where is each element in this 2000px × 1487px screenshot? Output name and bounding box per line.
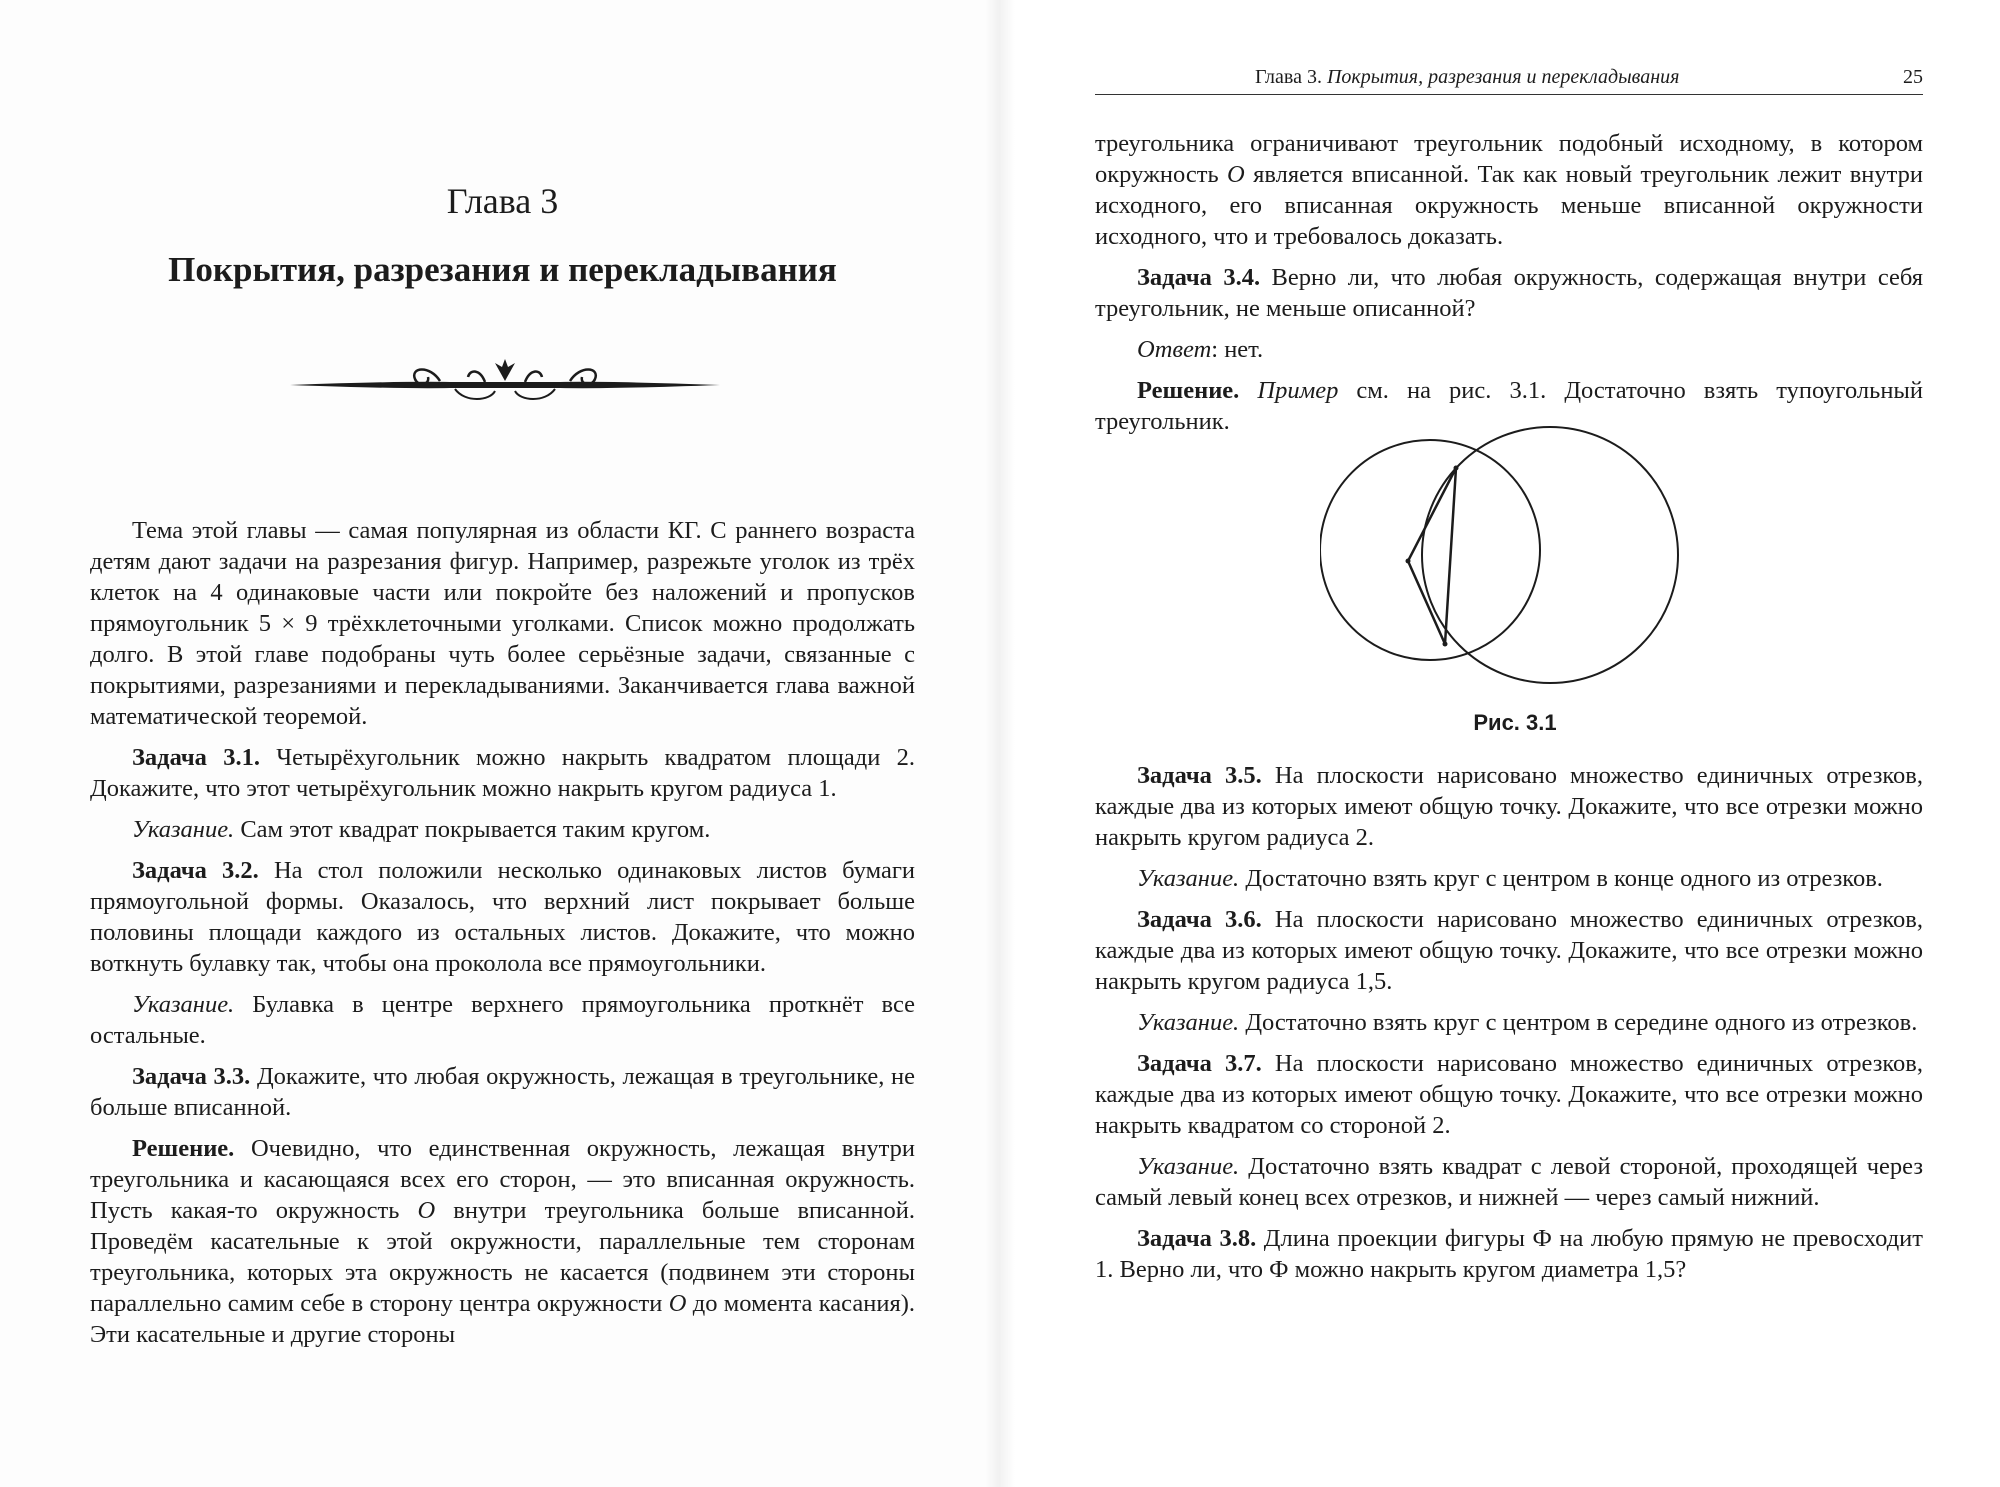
obtuse-triangle (1408, 468, 1456, 644)
hint-text: Сам этот квадрат покрывается таким кругом. (240, 816, 711, 843)
chapter-title: Покрытия, разрезания и перекладывания (168, 250, 837, 289)
hint-3-7 (1095, 1151, 1923, 1213)
variable-o: O (668, 1290, 687, 1317)
hint-label: Указание. (1137, 1009, 1240, 1036)
chapter-number: Глава 3 (446, 181, 559, 221)
hint-label: Указание. (1137, 865, 1240, 892)
hint-3-5 (1095, 863, 1923, 894)
header-chapter: Глава 3. (1255, 66, 1322, 88)
task-3-4 (1095, 262, 1923, 324)
task-text: Верно ли, что любая окружность, содержащая внутри себя треугольник, не меньше описанной? (1095, 264, 1923, 322)
header-text (1255, 66, 1679, 89)
hint-label: Указание. (1137, 1153, 1240, 1180)
right-text-block-top (1095, 128, 1923, 447)
hint-3-2 (90, 989, 915, 1051)
left-circle (1320, 440, 1540, 660)
task-3-5 (1095, 760, 1923, 853)
answer-label: Ответ (1137, 336, 1212, 363)
task-3-2 (90, 855, 915, 979)
hint-label: Указание. (132, 991, 235, 1018)
solution-label: Решение. (1137, 377, 1240, 404)
task-label: Задача 3.2. (132, 857, 259, 884)
continuation-text-b: является вписанной. Так как новый треугольник лежит внутри исходного, его вписанная окружность меньше вписанной окружности исходного, что и требовалось доказать. (1095, 161, 1924, 250)
task-label: Задача 3.5. (1137, 762, 1262, 789)
task-label: Задача 3.7. (1137, 1050, 1262, 1077)
variable-o: O (1227, 161, 1245, 188)
task-3-7 (1095, 1048, 1923, 1141)
hint-text: Достаточно взять круг с центром в конце одного из отрезков. (1245, 865, 1883, 892)
answer-text: : нет. (1211, 336, 1264, 363)
triangle-vertex (1406, 559, 1411, 564)
page-number: 25 (1903, 66, 1923, 88)
task-text: На плоскости нарисовано множество единичных отрезков, каждые два из которых имеют общую точку. Докажите, что все отрезки можно накрыть кругом радиуса 2. (1095, 762, 1923, 851)
left-text-block (90, 515, 915, 1360)
hint-label: Указание. (132, 816, 235, 843)
ornament-divider-icon (290, 355, 720, 415)
example-label: Пример (1257, 377, 1339, 404)
task-text: На стол положили несколько одинаковых листов бумаги прямоугольной формы. Оказалось, что верхний лист покрывает больше половины площади каждого из остальных листов. Докажите, что можно воткнуть булавку так, чтобы она проколола все прямоугольники. (90, 857, 915, 977)
solution-text-b: внутри треугольника больше вписанной. Проведём касательные к этой окружности, параллельные тем сторонам треугольника, которых эта окружность не касается (подвинем эти стороны параллельно самим себе в сторону центра окружности (90, 1197, 916, 1317)
continuation-paragraph (1095, 128, 1923, 252)
task-label: Задача 3.1. (132, 744, 260, 771)
task-3-6 (1095, 904, 1923, 997)
task-label: Задача 3.8. (1137, 1225, 1257, 1252)
right-text-block-bottom (1095, 760, 1923, 1295)
running-header (1095, 66, 1923, 95)
book-gutter (985, 0, 1015, 1487)
intro-paragraph: Тема этой главы — самая популярная из области КГ. С раннего возраста детям дают задачи на разрезания фигур. Например, разрежьте уголок из трёх клеток на 4 одинаковые части или покройте без наложений и пропусков прямоугольник 5 × 9 трёхклеточными уголками. Список можно продолжать долго. В этой главе подобраны чуть более серьёзные задачи, связанные с покрытиями, разрезаниями и перекладываниями. Заканчивается глава важной математической теоремой. (90, 517, 915, 730)
task-3-1 (90, 742, 915, 804)
continuation-text-a: треугольника ограничивают треугольник подобный исходному, в котором окружность (1095, 130, 1923, 188)
task-label: Задача 3.6. (1137, 906, 1262, 933)
hint-3-6 (1095, 1007, 1923, 1038)
task-label: Задача 3.3. (132, 1063, 251, 1090)
task-text: Четырёхугольник можно накрыть квадратом площади 2. Докажите, что этот четырёхугольник можно накрыть кругом радиуса 1. (90, 744, 916, 802)
task-label: Задача 3.4. (1137, 264, 1261, 291)
hint-text: Достаточно взять круг с центром в середине одного из отрезков. (1245, 1009, 1918, 1036)
hint-text: Булавка в центре верхнего прямоугольника проткнёт все остальные. (90, 991, 916, 1049)
triangle-vertex (1454, 466, 1459, 471)
solution-3-3 (90, 1133, 915, 1350)
solution-label: Решение. (132, 1135, 235, 1162)
solution-text-c: до момента касания). Эти касательные и другие стороны (90, 1290, 915, 1348)
hint-text: Достаточно взять квадрат с левой стороной, проходящей через самый левый конец всех отрезков, и нижней — через самый нижний. (1095, 1153, 1924, 1211)
right-circle (1422, 427, 1678, 683)
figure-caption: Рис. 3.1 (1473, 710, 1557, 735)
task-3-3 (90, 1061, 915, 1123)
hint-3-1 (90, 814, 915, 845)
answer-3-4 (1095, 334, 1923, 365)
header-title: Покрытия, разрезания и перекладывания (1326, 66, 1680, 88)
task-text: На плоскости нарисовано множество единичных отрезков, каждые два из которых имеют общую точку. Докажите, что все отрезки можно накрыть квадратом со стороной 2. (1095, 1050, 1923, 1139)
task-text: На плоскости нарисовано множество единичных отрезков, каждые два из которых имеют общую точку. Докажите, что все отрезки можно накрыть кругом радиуса 1,5. (1095, 906, 1923, 995)
solution-text-a: Очевидно, что единственная окружность, лежащая внутри треугольника и касающаяся всех его сторон, — это вписанная окружность. Пусть какая-то окружность (90, 1135, 915, 1224)
task-3-8 (1095, 1223, 1923, 1285)
figure-3-1 (1320, 425, 1710, 685)
task-text: Докажите, что любая окружность, лежащая в треугольнике, не больше вписанной. (90, 1063, 915, 1121)
solution-text: см. на рис. 3.1. Достаточно взять тупоугольный треугольник. (1095, 377, 1923, 435)
variable-o: O (417, 1197, 436, 1224)
task-text: Длина проекции фигуры Ф на любую прямую не превосходит 1. Верно ли, что Ф можно накрыть кругом диаметра 1,5? (1095, 1225, 1924, 1283)
triangle-vertex (1443, 642, 1448, 647)
